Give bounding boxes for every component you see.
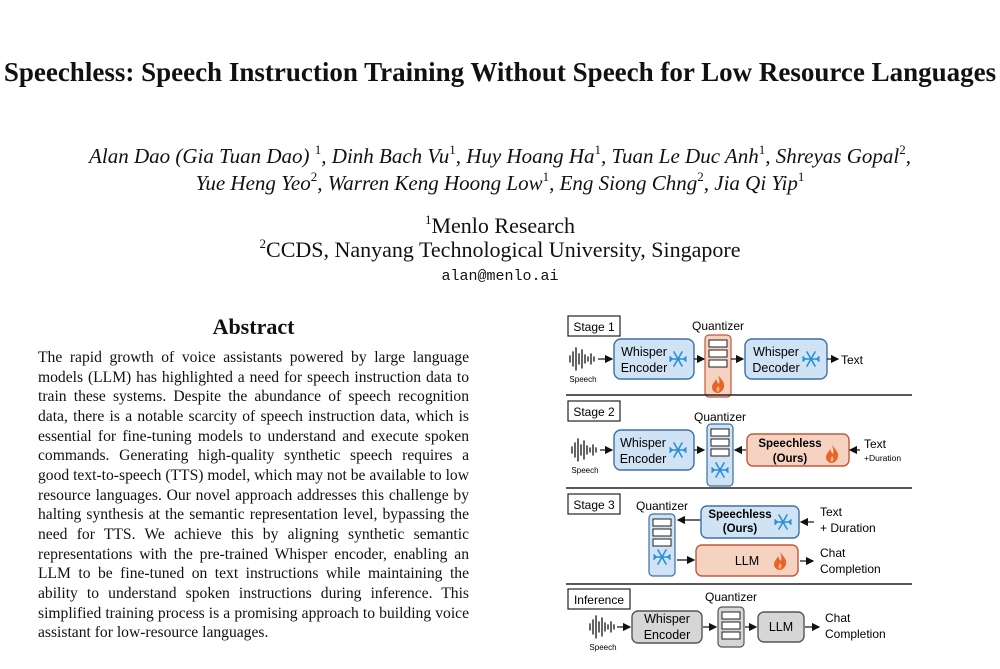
author-affiliation-mark: 2 — [697, 169, 704, 184]
author-affiliation-mark: 1 — [594, 142, 602, 157]
stage-2 — [568, 401, 901, 486]
output-label: Text — [841, 353, 864, 367]
stage-2-label: Stage 2 — [573, 405, 615, 419]
encoder-label: Whisper — [644, 612, 690, 626]
encoder-label: Encoder — [643, 628, 691, 642]
speechless-label: Speechless — [758, 438, 822, 450]
affiliation-line — [0, 238, 1000, 262]
author-name: Jia Qi Yip — [714, 171, 798, 195]
quantizer-label: Quantizer — [691, 319, 745, 333]
author-name: Warren Keng Hoong Low — [327, 171, 543, 195]
method-figure — [560, 310, 920, 669]
output-label: Chat — [820, 546, 846, 560]
stage-3 — [568, 494, 881, 576]
author-list: Alan Dao (Gia Tuan Dao) $^1$, Dinh Bach Vu$^1$, Huy Hoang Ha$^1$, Tuan Le Duc Anh$^1$, Shreyas Gopal$^2$, Yue Heng Yeo$^2$, Warren Keng Hoong Low$^1$, Eng Siong Chng$^2$, Jia Qi Yip$^1$ — [89, 142, 911, 195]
affiliation-name: Menlo Research — [431, 213, 576, 238]
quantizer-label: Quantizer — [635, 499, 689, 513]
pipeline-diagram — [560, 310, 920, 669]
quantizer-label: Quantizer — [693, 410, 747, 424]
speechless-label: Speechless — [708, 509, 772, 521]
affiliation-name: CCDS, Nanyang Technological University, Singapore — [266, 237, 741, 262]
affiliation-line — [0, 214, 1000, 238]
author-affiliation-mark: 1 — [758, 142, 766, 157]
author-affiliation-mark: 1 — [449, 142, 456, 157]
encoder-label: Whisper — [621, 345, 667, 359]
encoder-label: Encoder — [619, 452, 667, 466]
llm-label: LLM — [768, 620, 794, 634]
waveform-icon — [590, 616, 614, 638]
output-label: Text — [820, 505, 843, 519]
speech-input-label: Speech — [589, 643, 617, 652]
decoder-label: Decoder — [752, 361, 800, 375]
speech-input-label: Speech — [569, 375, 597, 384]
paper-title: Speechless: Speech Instruction Training Without Speech for Low Resource Languages — [3, 57, 997, 87]
inference-label: Inference — [573, 593, 625, 607]
waveform-icon — [572, 439, 596, 461]
output-sublabel: +Duration — [864, 453, 902, 463]
affiliation-number: 2 — [259, 236, 267, 251]
speechless-label: (Ours) — [772, 453, 808, 465]
inference-stage — [568, 589, 886, 652]
speech-input-label: Speech — [571, 466, 599, 475]
affiliation-number: 1 — [424, 212, 432, 227]
output-label: Completion — [820, 562, 881, 576]
author-affiliation-mark: 1 — [542, 169, 550, 184]
author-name: Huy Hoang Ha — [466, 144, 595, 168]
quantizer-label: Quantizer — [704, 590, 758, 604]
decoder-label: Whisper — [753, 345, 799, 359]
abstract-body: The rapid growth of voice assistants powered by large language models (LLM) has highlighted a need for speech instruction data to train these systems. Despite the abundance of speech recognition data, there is a notable scarcity of speech instruction data, which is essential for fine-tuning models to understand and execute spoken commands. Generating high-quality synthetic speech requires a good text-to-speech (TTS) model, which may not be available to low resource languages. Our novel approach addresses this challenge by halting synthesis at the semantic representation level, bypassing the need for TTS. We achieve this by aligning synthetic semantic representations with the pre-trained Whisper encoder, enabling an LLM to be fine-tuned on text instructions while maintaining the ability to understand spoken instructions during inference. This simplified training process is a promising approach to building voice assistant for low-resource languages. — [38, 349, 469, 642]
stage-1-label: Stage 1 — [573, 320, 615, 334]
stage-1 — [568, 316, 864, 397]
author-name: Dinh Bach Vu — [331, 144, 450, 168]
affiliations — [0, 214, 1000, 262]
output-label: Chat — [825, 611, 851, 625]
author-name: Eng Siong Chng — [559, 171, 698, 195]
output-label: Completion — [825, 627, 886, 641]
quantizer-block — [707, 424, 733, 486]
stage-3-label: Stage 3 — [573, 498, 615, 512]
author-name: Tuan Le Duc Anh — [611, 144, 759, 168]
speechless-label: (Ours) — [722, 523, 758, 535]
author-name: Alan Dao (Gia Tuan Dao) — [89, 144, 310, 168]
quantizer-block — [649, 514, 675, 576]
output-label: + Duration — [820, 521, 876, 535]
author-email: alan@menlo.ai — [441, 268, 559, 285]
author-name: Yue Heng Yeo — [195, 171, 311, 195]
llm-label: LLM — [734, 554, 760, 568]
abstract-heading: Abstract — [212, 314, 295, 339]
encoder-label: Encoder — [620, 361, 668, 375]
waveform-icon — [570, 348, 594, 370]
encoder-label: Whisper — [620, 436, 666, 450]
author-affiliation-mark: 2 — [310, 169, 318, 184]
output-label: Text — [864, 437, 887, 451]
author-affiliation-mark: 1 — [797, 169, 805, 184]
author-affiliation-mark: 2 — [899, 142, 906, 157]
author-affiliation-mark: 1 — [314, 142, 322, 157]
author-name: Shreyas Gopal — [775, 144, 900, 168]
